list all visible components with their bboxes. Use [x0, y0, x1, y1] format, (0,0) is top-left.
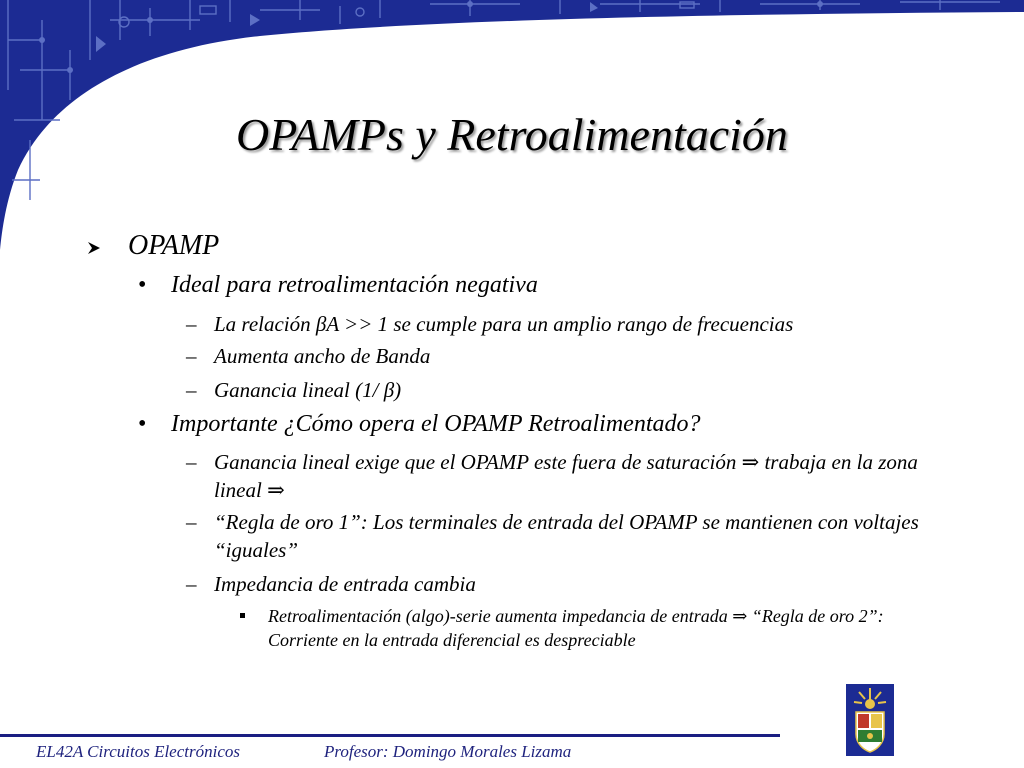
arrowhead-bullet-icon [86, 240, 102, 256]
dash-glyph: – [186, 344, 197, 368]
footer-course: EL42A Circuitos Electrónicos [36, 742, 240, 761]
item-text: Ganancia lineal exige que el OPAMP este fuera de saturación ⇒ trabaja en la zona lineal ⇒ [214, 450, 918, 502]
dash-glyph: – [186, 378, 197, 402]
dash-glyph: – [186, 510, 197, 534]
item-text: “Regla de oro 1”: Los terminales de entrada del OPAMP se mantienen con voltajes “iguales” [214, 510, 919, 562]
slide-title: OPAMPs y Retroalimentación [236, 109, 788, 160]
university-shield-icon [846, 684, 894, 756]
footer-divider [0, 734, 780, 737]
footer-professor: Profesor: Domingo Morales Lizama [324, 742, 572, 761]
bullet-glyph: • [138, 272, 147, 298]
dash-glyph: – [186, 572, 197, 596]
bullet-glyph: • [138, 411, 147, 437]
section-1-text: Ideal para retroalimentación negativa [171, 272, 538, 298]
square-bullet-icon [240, 613, 245, 618]
section-2-text: Importante ¿Cómo opera el OPAMP Retroalimentado? [171, 411, 701, 437]
dash-glyph: – [186, 450, 197, 474]
level1-text: OPAMP [128, 230, 220, 261]
subitem-text: Retroalimentación (algo)-serie aumenta impedancia de entrada ⇒ “Regla de oro 2”: Corriente en la entrada diferencial es despreciable [268, 606, 884, 650]
dash-glyph: – [186, 312, 197, 336]
item-text: Aumenta ancho de Banda [214, 344, 431, 368]
item-text: Impedancia de entrada cambia [214, 572, 476, 596]
item-text: La relación βA >> 1 se cumple para un amplio rango de frecuencias [214, 312, 794, 336]
item-text: Ganancia lineal (1/ β) [214, 378, 402, 402]
